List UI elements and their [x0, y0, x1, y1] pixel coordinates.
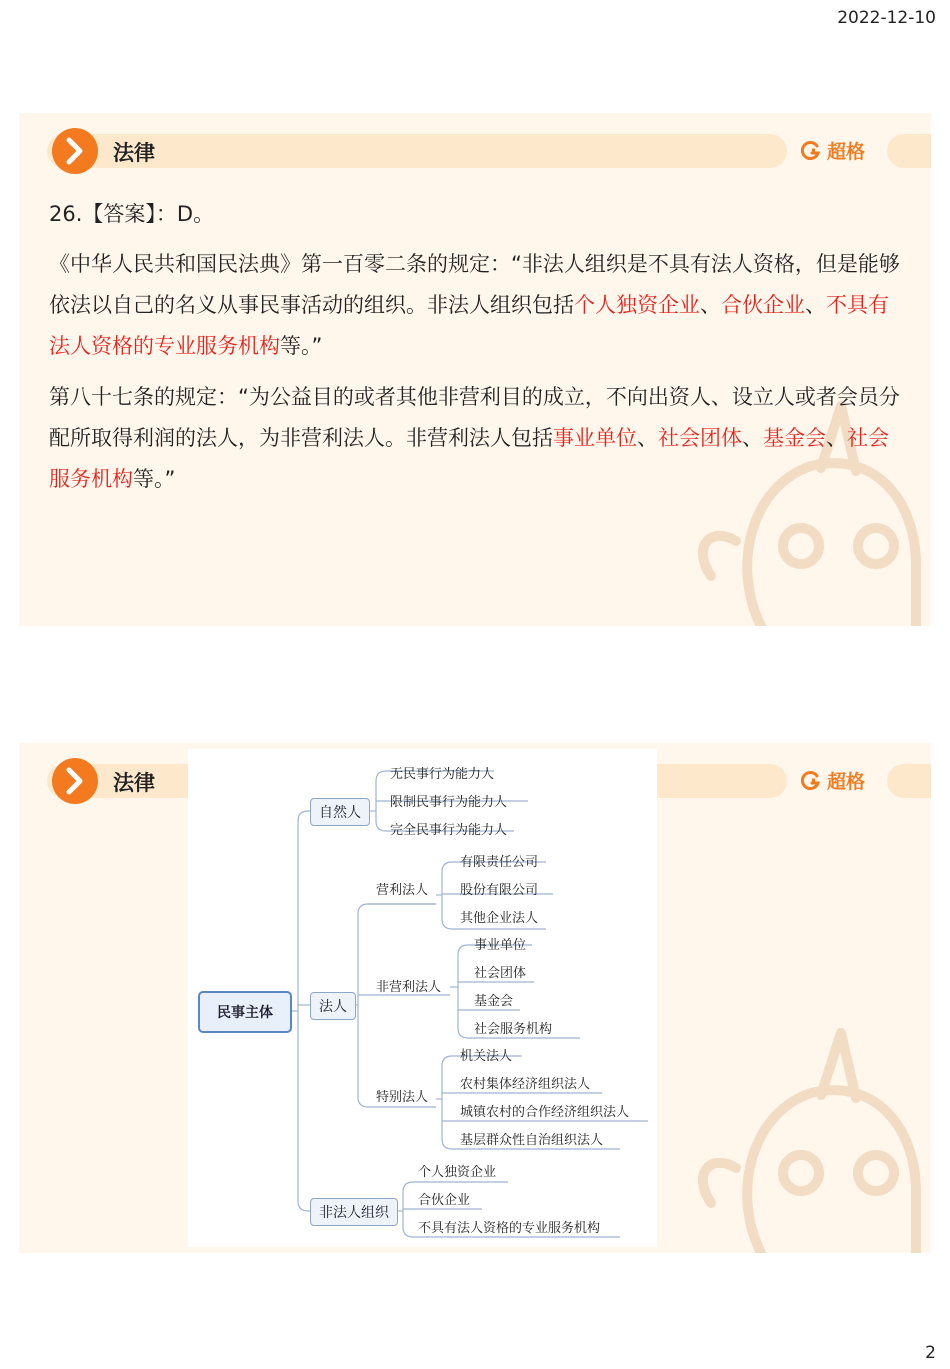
node-unincorporated-child: 个人独资企业: [418, 1165, 497, 1180]
page-date: 2022-12-10: [837, 8, 936, 28]
mindmap-slide: [19, 743, 931, 1253]
answer-slide: [19, 113, 931, 626]
header-bar: [47, 134, 787, 168]
header-bar-end: [887, 764, 931, 798]
text: 等。”: [133, 467, 176, 491]
answer-paragraph-1: [49, 244, 909, 367]
brand-g-icon: [801, 141, 821, 161]
mascot-watermark-icon: [691, 1023, 931, 1253]
highlight: 事业单位: [553, 426, 637, 450]
node-non-profit-child: 基金会: [474, 994, 514, 1009]
text: 、: [742, 426, 763, 450]
node-non-profit-child: 社会团体: [474, 966, 527, 981]
mindmap: [188, 749, 657, 1247]
text: 、: [637, 426, 658, 450]
text: 等。”: [280, 334, 323, 358]
highlight: 个人独资企业: [574, 293, 700, 317]
node-natural-child: 限制民事行为能力人: [390, 795, 508, 810]
node-special-child: 农村集体经济组织法人: [460, 1077, 591, 1092]
node-natural-child: 无民事行为能力人: [390, 767, 495, 782]
highlight: 基金会: [763, 426, 826, 450]
node-legal-person: 法人: [310, 992, 356, 1020]
node-non-profit: 非营利法人: [376, 980, 442, 995]
page-number: 2: [925, 1343, 936, 1363]
section-title: 法律: [113, 771, 155, 795]
node-for-profit-child: 股份有限公司: [460, 883, 539, 898]
node-special: 特别法人: [376, 1090, 429, 1105]
text: 、: [826, 426, 847, 450]
node-special-child: 基层群众性自治组织法人: [460, 1133, 604, 1148]
chevron-right-icon: [52, 128, 98, 174]
highlight: 不具有法人资格的专业服务机构: [49, 293, 889, 358]
brand-name: 超格: [827, 771, 866, 793]
text: 、: [805, 293, 826, 317]
node-natural-person: 自然人: [310, 798, 370, 826]
section-title: 法律: [113, 141, 155, 165]
node-unincorporated-child: 合伙企业: [418, 1193, 471, 1208]
answer-number: 26.【答案】：D。: [49, 202, 215, 226]
node-for-profit-child: 有限责任公司: [460, 855, 539, 870]
highlight: 社会服务机构: [49, 426, 889, 491]
node-non-profit-child: 社会服务机构: [474, 1022, 553, 1037]
brand-g-icon: [801, 771, 821, 791]
node-natural-child: 完全民事行为能力人: [390, 823, 508, 838]
node-unincorporated-child: 不具有法人资格的专业服务机构: [418, 1221, 601, 1236]
text: 《中华人民共和国民法典》第一百零二条的规定：“非法人组织是不具有法人资格，但是能够依法以自己的名义从事民事活动的组织。非法人组织包括: [49, 252, 900, 317]
node-special-child: 城镇农村的合作经济组织法人: [460, 1105, 630, 1120]
node-for-profit-child: 其他企业法人: [460, 911, 539, 926]
chevron-right-icon: [52, 758, 98, 804]
mindmap-root: 民事主体: [198, 991, 292, 1033]
text: 、: [700, 293, 721, 317]
brand-name: 超格: [827, 141, 866, 163]
header-bar-end: [887, 134, 931, 168]
brand-logo: [801, 767, 865, 794]
highlight: 合伙企业: [721, 293, 805, 317]
answer-paragraph-2: [49, 377, 909, 500]
node-for-profit: 营利法人: [376, 883, 429, 898]
node-special-child: 机关法人: [460, 1049, 513, 1064]
node-unincorporated: 非法人组织: [310, 1198, 398, 1226]
node-non-profit-child: 事业单位: [474, 938, 527, 953]
brand-logo: [801, 137, 865, 164]
text: 第八十七条的规定：“为公益目的或者其他非营利目的成立，不向出资人、设立人或者会员分配所取得利润的法人，为非营利法人。非营利法人包括: [49, 385, 900, 450]
highlight: 社会团体: [658, 426, 742, 450]
